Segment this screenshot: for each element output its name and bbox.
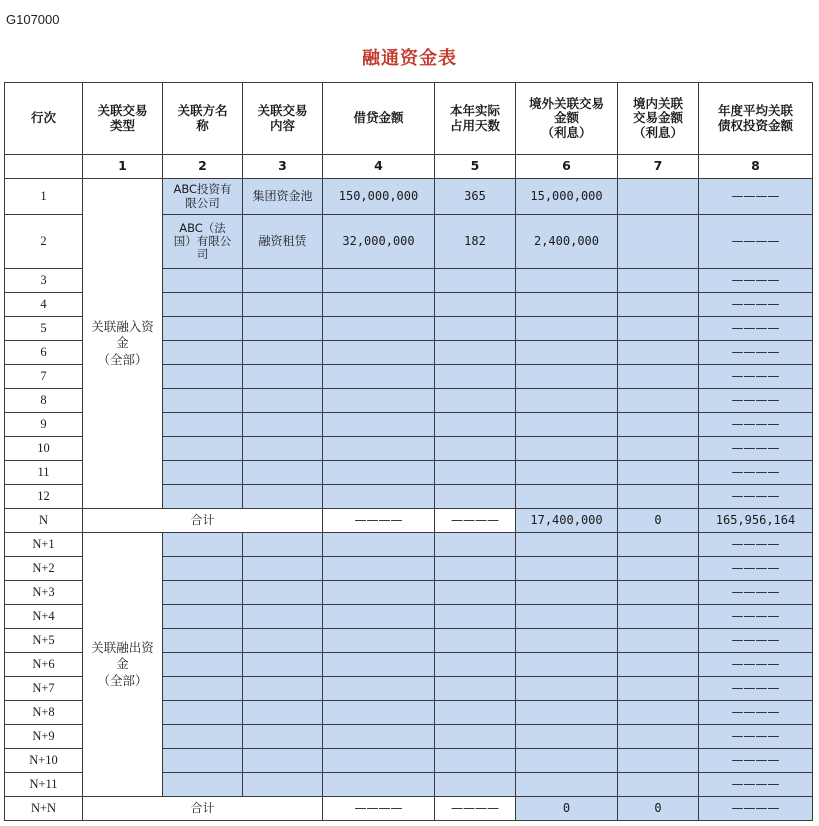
row-number: 12 <box>5 485 83 509</box>
domestic-cell[interactable] <box>618 605 699 629</box>
row-number: N+9 <box>5 725 83 749</box>
row-number: N+5 <box>5 629 83 653</box>
amount-cell[interactable] <box>323 269 435 293</box>
foreign-cell[interactable] <box>516 413 618 437</box>
amount-cell[interactable] <box>323 413 435 437</box>
days-cell[interactable] <box>435 725 516 749</box>
foreign-cell[interactable]: 15,000,000 <box>516 179 618 215</box>
avg-cell: ———— <box>699 773 813 797</box>
domestic-cell[interactable] <box>618 557 699 581</box>
days-cell[interactable] <box>435 677 516 701</box>
domestic-cell[interactable] <box>618 629 699 653</box>
content-cell[interactable] <box>243 605 323 629</box>
days-cell[interactable] <box>435 653 516 677</box>
days-cell[interactable] <box>435 317 516 341</box>
content-cell[interactable] <box>243 629 323 653</box>
avg-cell: ———— <box>699 557 813 581</box>
avg-cell: ———— <box>699 365 813 389</box>
foreign-cell[interactable] <box>516 485 618 509</box>
total-domestic: 0 <box>618 509 699 533</box>
row-number: N+10 <box>5 749 83 773</box>
avg-cell: ———— <box>699 317 813 341</box>
total-amount: ———— <box>323 509 435 533</box>
party-cell[interactable] <box>163 749 243 773</box>
total-days: ———— <box>435 797 516 821</box>
domestic-cell[interactable] <box>618 701 699 725</box>
row-number: N+3 <box>5 581 83 605</box>
domestic-cell[interactable] <box>618 215 699 269</box>
row-number: 5 <box>5 317 83 341</box>
party-cell[interactable] <box>163 341 243 365</box>
row-number: 4 <box>5 293 83 317</box>
amount-cell[interactable] <box>323 437 435 461</box>
domestic-cell[interactable] <box>618 179 699 215</box>
foreign-cell[interactable] <box>516 365 618 389</box>
avg-cell: ———— <box>699 653 813 677</box>
party-cell[interactable] <box>163 269 243 293</box>
row-number: 8 <box>5 389 83 413</box>
content-cell[interactable] <box>243 389 323 413</box>
amount-cell[interactable] <box>323 701 435 725</box>
avg-cell: ———— <box>699 629 813 653</box>
days-cell[interactable] <box>435 629 516 653</box>
content-cell[interactable] <box>243 365 323 389</box>
amount-cell[interactable] <box>323 629 435 653</box>
foreign-cell[interactable] <box>516 293 618 317</box>
party-cell[interactable] <box>163 461 243 485</box>
row-number: 6 <box>5 341 83 365</box>
days-cell[interactable] <box>435 701 516 725</box>
foreign-cell[interactable] <box>516 629 618 653</box>
avg-cell: ———— <box>699 179 813 215</box>
party-cell[interactable] <box>163 557 243 581</box>
foreign-cell[interactable] <box>516 701 618 725</box>
party-cell[interactable] <box>163 533 243 557</box>
content-cell[interactable]: 融资租赁 <box>243 215 323 269</box>
row-number: 3 <box>5 269 83 293</box>
days-cell[interactable] <box>435 773 516 797</box>
header-type: 关联交易 类型 <box>83 83 163 155</box>
col-number: 5 <box>435 155 516 179</box>
foreign-cell[interactable] <box>516 437 618 461</box>
content-cell[interactable] <box>243 269 323 293</box>
amount-cell[interactable] <box>323 749 435 773</box>
amount-cell[interactable] <box>323 605 435 629</box>
section-label-out: 关联融出资 金 （全部） <box>83 533 163 797</box>
avg-cell: ———— <box>699 341 813 365</box>
content-cell[interactable] <box>243 485 323 509</box>
party-cell[interactable] <box>163 317 243 341</box>
avg-cell: ———— <box>699 389 813 413</box>
party-cell[interactable] <box>163 605 243 629</box>
header-amount: 借贷金额 <box>323 83 435 155</box>
foreign-cell[interactable] <box>516 653 618 677</box>
days-cell[interactable] <box>435 533 516 557</box>
domestic-cell[interactable] <box>618 269 699 293</box>
amount-cell[interactable] <box>323 365 435 389</box>
foreign-cell[interactable] <box>516 605 618 629</box>
table-row <box>5 533 813 557</box>
total-foreign: 0 <box>516 797 618 821</box>
foreign-cell[interactable]: 2,400,000 <box>516 215 618 269</box>
domestic-cell[interactable] <box>618 461 699 485</box>
days-cell[interactable] <box>435 605 516 629</box>
form-code: G107000 <box>6 12 60 27</box>
avg-cell: ———— <box>699 581 813 605</box>
days-cell[interactable] <box>435 365 516 389</box>
avg-cell: ———— <box>699 533 813 557</box>
avg-cell: ———— <box>699 269 813 293</box>
content-cell[interactable] <box>243 581 323 605</box>
total-foreign: 17,400,000 <box>516 509 618 533</box>
total-row-out <box>5 797 813 821</box>
row-number: 7 <box>5 365 83 389</box>
row-number: N+11 <box>5 773 83 797</box>
avg-cell: ———— <box>699 437 813 461</box>
row-number: 2 <box>5 215 83 269</box>
total-amount: ———— <box>323 797 435 821</box>
foreign-cell[interactable] <box>516 773 618 797</box>
foreign-cell[interactable] <box>516 749 618 773</box>
party-cell[interactable]: ABC投资有 限公司 <box>163 179 243 215</box>
content-cell[interactable] <box>243 293 323 317</box>
amount-cell[interactable] <box>323 773 435 797</box>
col-number: 8 <box>699 155 813 179</box>
col-number: 3 <box>243 155 323 179</box>
avg-cell: ———— <box>699 215 813 269</box>
amount-cell[interactable] <box>323 581 435 605</box>
days-cell[interactable] <box>435 437 516 461</box>
content-cell[interactable] <box>243 557 323 581</box>
amount-cell[interactable] <box>323 461 435 485</box>
party-cell[interactable] <box>163 725 243 749</box>
content-cell[interactable]: 集团资金池 <box>243 179 323 215</box>
amount-cell[interactable] <box>323 677 435 701</box>
total-row-in <box>5 509 813 533</box>
content-cell[interactable] <box>243 677 323 701</box>
foreign-cell[interactable] <box>516 389 618 413</box>
foreign-cell[interactable] <box>516 725 618 749</box>
foreign-cell[interactable] <box>516 461 618 485</box>
header-party: 关联方名 称 <box>163 83 243 155</box>
content-cell[interactable] <box>243 725 323 749</box>
amount-cell[interactable] <box>323 653 435 677</box>
party-cell[interactable] <box>163 773 243 797</box>
amount-cell[interactable] <box>323 485 435 509</box>
amount-cell[interactable] <box>323 533 435 557</box>
col-number: 1 <box>83 155 163 179</box>
days-cell[interactable]: 365 <box>435 179 516 215</box>
foreign-cell[interactable] <box>516 581 618 605</box>
total-avg: ———— <box>699 797 813 821</box>
total-days: ———— <box>435 509 516 533</box>
content-cell[interactable] <box>243 461 323 485</box>
header-row <box>5 83 813 155</box>
content-cell[interactable] <box>243 533 323 557</box>
content-cell[interactable] <box>243 653 323 677</box>
row-number: N+1 <box>5 533 83 557</box>
header-content: 关联交易 内容 <box>243 83 323 155</box>
row-number: N+N <box>5 797 83 821</box>
row-number: N+6 <box>5 653 83 677</box>
amount-cell[interactable] <box>323 557 435 581</box>
avg-cell: ———— <box>699 725 813 749</box>
loan-funds-table <box>4 82 813 821</box>
row-number: N+8 <box>5 701 83 725</box>
domestic-cell[interactable] <box>618 653 699 677</box>
col-number: 2 <box>163 155 243 179</box>
party-cell[interactable] <box>163 485 243 509</box>
days-cell[interactable] <box>435 293 516 317</box>
amount-cell[interactable] <box>323 317 435 341</box>
domestic-cell[interactable] <box>618 581 699 605</box>
party-cell[interactable] <box>163 389 243 413</box>
row-number: N+4 <box>5 605 83 629</box>
days-cell[interactable]: 182 <box>435 215 516 269</box>
total-avg: 165,956,164 <box>699 509 813 533</box>
days-cell[interactable] <box>435 269 516 293</box>
total-domestic: 0 <box>618 797 699 821</box>
days-cell[interactable] <box>435 485 516 509</box>
party-cell[interactable] <box>163 629 243 653</box>
domestic-cell[interactable] <box>618 365 699 389</box>
row-number: 11 <box>5 461 83 485</box>
column-number-row <box>5 155 813 179</box>
foreign-cell[interactable] <box>516 269 618 293</box>
header-domestic: 境内关联 交易金额 （利息） <box>618 83 699 155</box>
domestic-cell[interactable] <box>618 317 699 341</box>
avg-cell: ———— <box>699 461 813 485</box>
days-cell[interactable] <box>435 581 516 605</box>
col-number: 4 <box>323 155 435 179</box>
avg-cell: ———— <box>699 293 813 317</box>
days-cell[interactable] <box>435 749 516 773</box>
domestic-cell[interactable] <box>618 389 699 413</box>
party-cell[interactable] <box>163 677 243 701</box>
header-avg: 年度平均关联 债权投资金额 <box>699 83 813 155</box>
total-label: 合计 <box>83 797 323 821</box>
amount-cell[interactable] <box>323 725 435 749</box>
content-cell[interactable] <box>243 341 323 365</box>
row-number: N+2 <box>5 557 83 581</box>
header-foreign: 境外关联交易 金额 （利息） <box>516 83 618 155</box>
content-cell[interactable] <box>243 317 323 341</box>
amount-cell[interactable] <box>323 341 435 365</box>
amount-cell[interactable]: 32,000,000 <box>323 215 435 269</box>
content-cell[interactable] <box>243 749 323 773</box>
content-cell[interactable] <box>243 437 323 461</box>
content-cell[interactable] <box>243 413 323 437</box>
foreign-cell[interactable] <box>516 317 618 341</box>
amount-cell[interactable]: 150,000,000 <box>323 179 435 215</box>
days-cell[interactable] <box>435 389 516 413</box>
domestic-cell[interactable] <box>618 413 699 437</box>
avg-cell: ———— <box>699 413 813 437</box>
avg-cell: ———— <box>699 749 813 773</box>
row-number: N+7 <box>5 677 83 701</box>
domestic-cell[interactable] <box>618 293 699 317</box>
section-label-in: 关联融入资 金 （全部） <box>83 179 163 509</box>
days-cell[interactable] <box>435 341 516 365</box>
days-cell[interactable] <box>435 557 516 581</box>
domestic-cell[interactable] <box>618 437 699 461</box>
avg-cell: ———— <box>699 485 813 509</box>
col-number: 6 <box>516 155 618 179</box>
row-number: 10 <box>5 437 83 461</box>
amount-cell[interactable] <box>323 293 435 317</box>
party-cell[interactable] <box>163 437 243 461</box>
party-cell[interactable] <box>163 701 243 725</box>
content-cell[interactable] <box>243 773 323 797</box>
avg-cell: ———— <box>699 677 813 701</box>
domestic-cell[interactable] <box>618 749 699 773</box>
row-number: 9 <box>5 413 83 437</box>
amount-cell[interactable] <box>323 389 435 413</box>
row-number: N <box>5 509 83 533</box>
foreign-cell[interactable] <box>516 677 618 701</box>
content-cell[interactable] <box>243 701 323 725</box>
foreign-cell[interactable] <box>516 533 618 557</box>
total-label: 合计 <box>83 509 323 533</box>
header-row-no: 行次 <box>5 83 83 155</box>
avg-cell: ———— <box>699 605 813 629</box>
party-cell[interactable] <box>163 293 243 317</box>
party-cell[interactable] <box>163 653 243 677</box>
foreign-cell[interactable] <box>516 557 618 581</box>
avg-cell: ———— <box>699 701 813 725</box>
party-cell[interactable]: ABC（法 国）有限公 司 <box>163 215 243 269</box>
party-cell[interactable] <box>163 413 243 437</box>
domestic-cell[interactable] <box>618 725 699 749</box>
domestic-cell[interactable] <box>618 533 699 557</box>
row-number: 1 <box>5 179 83 215</box>
table-row <box>5 179 813 215</box>
foreign-cell[interactable] <box>516 341 618 365</box>
days-cell[interactable] <box>435 413 516 437</box>
party-cell[interactable] <box>163 581 243 605</box>
party-cell[interactable] <box>163 365 243 389</box>
days-cell[interactable] <box>435 461 516 485</box>
domestic-cell[interactable] <box>618 341 699 365</box>
domestic-cell[interactable] <box>618 773 699 797</box>
page-title: 融通资金表 <box>362 48 457 69</box>
header-days: 本年实际 占用天数 <box>435 83 516 155</box>
domestic-cell[interactable] <box>618 677 699 701</box>
domestic-cell[interactable] <box>618 485 699 509</box>
col-number: 7 <box>618 155 699 179</box>
